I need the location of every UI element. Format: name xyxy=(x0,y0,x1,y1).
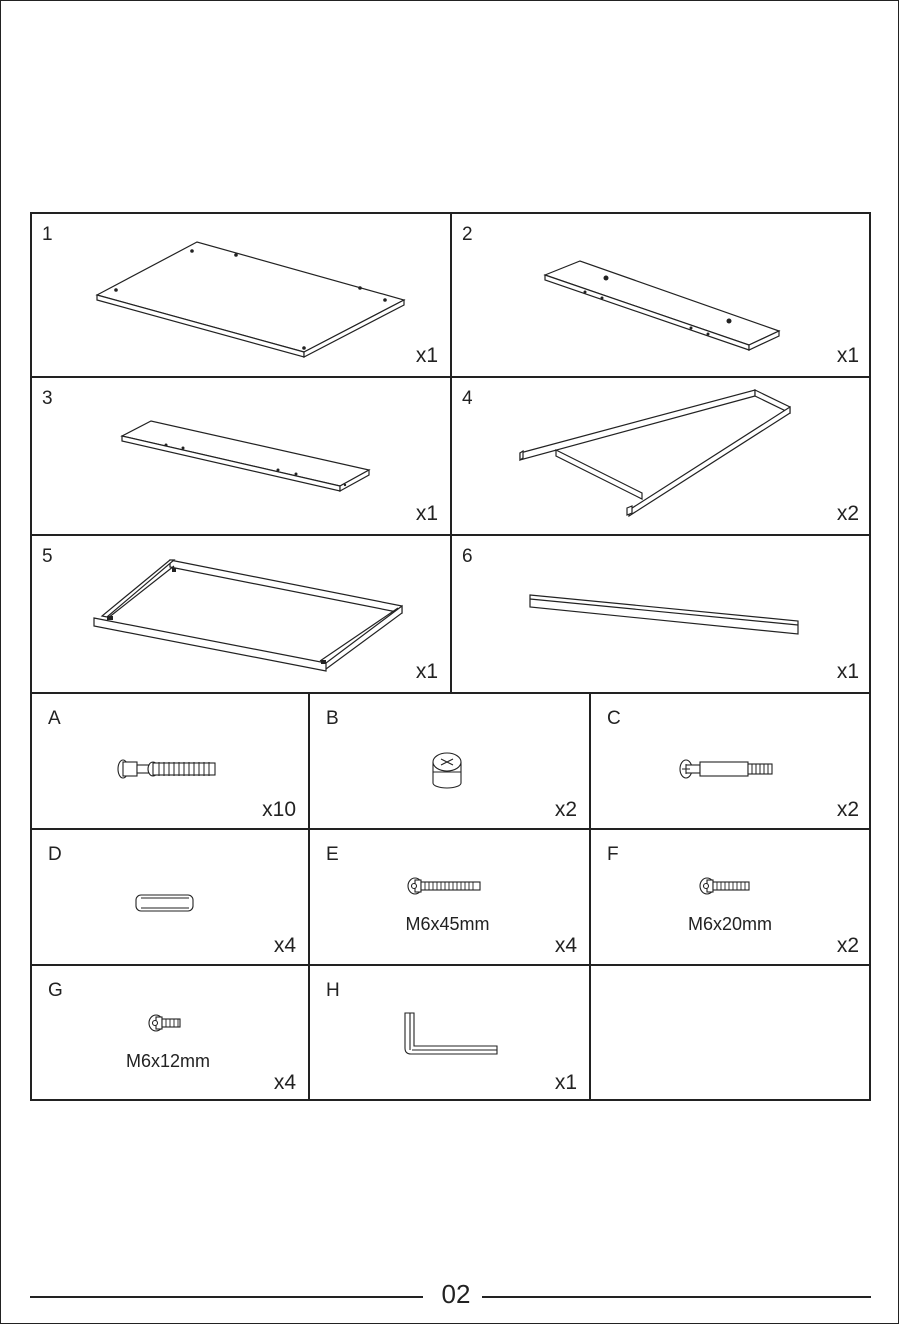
empty-cell xyxy=(591,966,871,1101)
hardware-label: E xyxy=(326,844,339,865)
footer-rule-right xyxy=(482,1296,871,1298)
cam-lock-icon xyxy=(310,694,591,830)
bolt-icon xyxy=(32,966,310,1101)
hardware-label: F xyxy=(607,844,619,865)
connector-bolt-icon xyxy=(591,694,871,830)
hardware-quantity: x2 xyxy=(836,934,859,957)
part-quantity: x1 xyxy=(836,660,859,683)
bolt-size-label: M6x12mm xyxy=(125,1051,210,1071)
hardware-quantity: x2 xyxy=(836,798,859,821)
hardware-quantity: x2 xyxy=(554,798,577,821)
part-quantity: x2 xyxy=(836,502,859,525)
hardware-quantity: x4 xyxy=(273,934,296,957)
long-board-icon xyxy=(32,378,452,536)
hardware-label: D xyxy=(48,844,62,865)
hardware-quantity: x4 xyxy=(273,1071,296,1094)
part-label: 5 xyxy=(42,546,53,567)
part-label: 4 xyxy=(462,388,473,409)
part-quantity: x1 xyxy=(415,344,438,367)
bolt-size-label: M6x20mm xyxy=(687,914,772,934)
parts-list-grid xyxy=(30,212,871,1101)
hardware-label: B xyxy=(326,708,339,729)
triangle-leg-frame-icon xyxy=(452,378,871,536)
footer-rule-left xyxy=(30,1296,423,1298)
bar-icon xyxy=(452,536,871,694)
hardware-label: A xyxy=(48,708,61,729)
part-cell-5 xyxy=(32,536,452,694)
part-label: 6 xyxy=(462,546,473,567)
allen-key-icon xyxy=(310,966,591,1101)
hardware-cell-f xyxy=(591,830,871,966)
bolt-size-label: M6x45mm xyxy=(405,914,490,934)
short-board-icon xyxy=(452,214,871,378)
bolt-icon xyxy=(591,830,871,966)
part-quantity: x1 xyxy=(836,344,859,367)
part-cell-3 xyxy=(32,378,452,536)
part-quantity: x1 xyxy=(415,660,438,683)
hardware-cell-d xyxy=(32,830,310,966)
bolt-icon xyxy=(310,830,591,966)
part-cell-6 xyxy=(452,536,871,694)
hardware-label: C xyxy=(607,708,621,729)
top-panel-icon xyxy=(32,214,452,378)
hardware-quantity: x10 xyxy=(262,798,296,821)
hardware-cell-b xyxy=(310,694,591,830)
part-cell-1 xyxy=(32,214,452,378)
hardware-cell-c xyxy=(591,694,871,830)
hardware-cell-e xyxy=(310,830,591,966)
part-cell-2 xyxy=(452,214,871,378)
part-cell-4 xyxy=(452,378,871,536)
hardware-cell-a xyxy=(32,694,310,830)
part-label: 3 xyxy=(42,388,53,409)
hardware-cell-g xyxy=(32,966,310,1101)
hardware-label: G xyxy=(48,980,63,1001)
wooden-dowel-icon xyxy=(32,830,310,966)
page-number: 02 xyxy=(441,1279,471,1309)
rectangular-frame-icon xyxy=(32,536,452,694)
part-label: 2 xyxy=(462,224,473,245)
hardware-quantity: x1 xyxy=(554,1071,577,1094)
part-label: 1 xyxy=(42,224,53,245)
hardware-label: H xyxy=(326,980,340,1001)
hardware-quantity: x4 xyxy=(554,934,577,957)
part-quantity: x1 xyxy=(415,502,438,525)
hardware-cell-h xyxy=(310,966,591,1101)
